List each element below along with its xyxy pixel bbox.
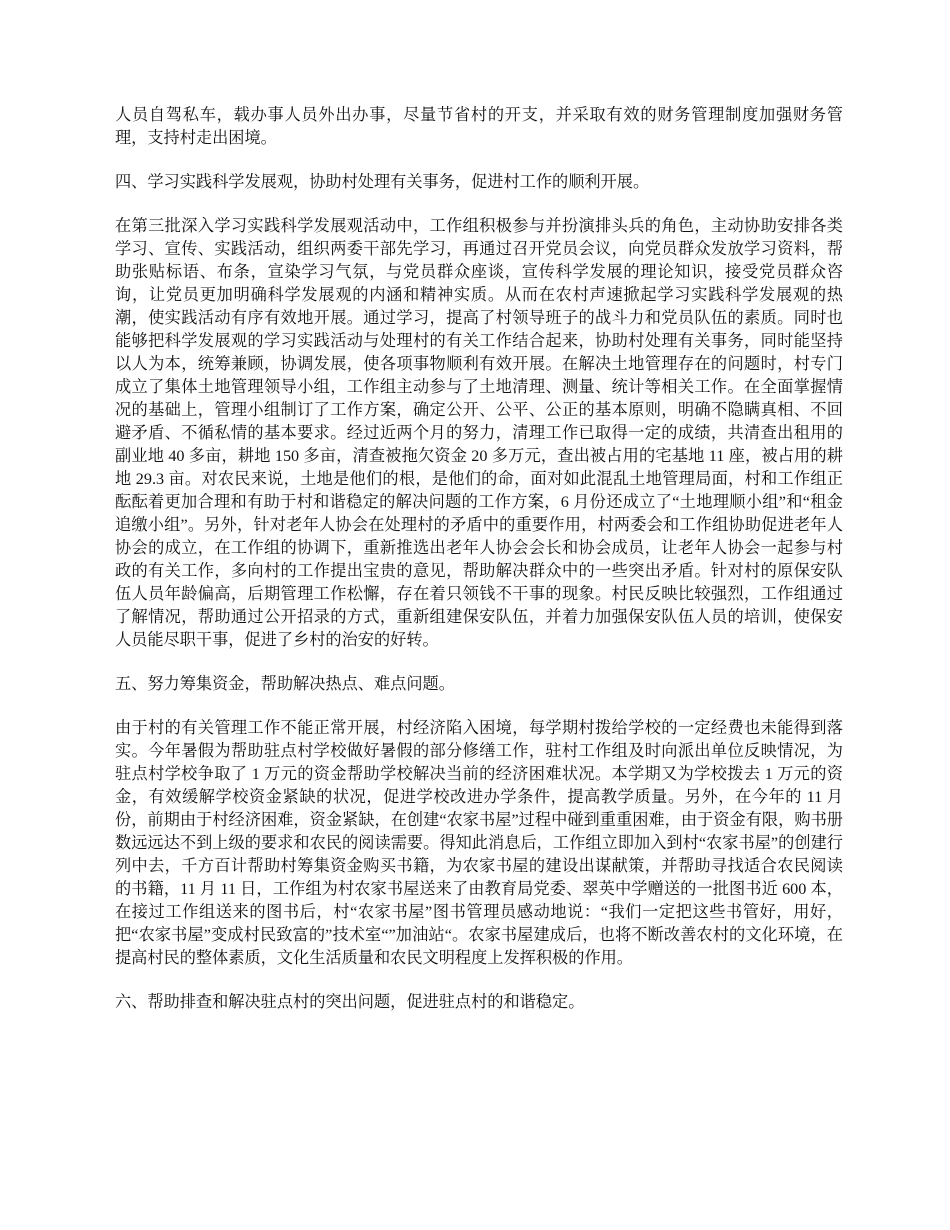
section-heading-6: 六、帮助排查和解决驻点村的突出问题，促进驻点村的和谐稳定。 xyxy=(115,993,585,1011)
paragraph-finance: 人员自驾私车，载办事人员外出办事，尽量节省村的开支，并采取有效的财务管理制度加强财务管理，支持村走出困境。 xyxy=(115,106,843,147)
section-heading-4: 四、学习实践科学发展观，协助村处理有关事务，促进村工作的顺利开展。 xyxy=(115,173,650,191)
paragraph-science-development: 在第三批深入学习实践科学发展观活动中，工作组积极参与并扮演排头兵的角色，主动协助安排各类学习、宣传、实践活动，组织两委干部先学习，再通过召开党员会议，向党员群众发放学习资料，帮助张贴标语、布条，宣染学习气氛，与党员群众座谈，宣传科学发展的理论知识，接受党员群众咨询，让党员更加明确科学发展观的内涵和精神实质。从而在农村声速掀起学习实践科学发展观的热潮，使实践活动有序有效地开展。通过学习，提高了村领导班子的战斗力和党员队伍的素质。同时也能够把科学发展观的学习实践活动与处理村的有关工作结合起来，协助村处理有关事务，同时能坚持以人为本，统筹兼顾，协调发展，使各项事物顺利有效开展。在解决土地管理存在的问题时，村专门成立了集体土地管理领导小组，工作组主动参与了土地清理、测量、统计等相关工作。在全面掌握情况的基础上，管理小组制订了工作方案，确定公开、公平、公正的基本原则，明确不隐瞒真相、不回避矛盾、不循私情的基本要求。经过近两个月的努力，清理工作已取得一定的成绩，共清查出租用的副业地 40 多亩，耕地 150 多亩，清查被拖欠资金 20 多万元，查出被占用的宅基地 11 座，被占用的耕地 29.3 亩。对农民来说，土地是他们的根，是他们的命，面对如此混乱土地管理局面，村和工作组正酝酝着更加合理和有助于村和谐稳定的解决问题的工作方案，6 月份还成立了“土地理顺小组”和“租金追缴小组”。另外，针对老年人协会在处理村的矛盾中的重要作用，村两委会和工作组协助促进老年人协会的成立，在工作组的协调下，重新推选出老年人协会会长和协会成员，让老年人协会一起参与村政的有关工作，多向村的工作提出宝贵的意见，帮助解决群众中的一些突出矛盾。针对村的原保安队伍人员年龄偏高，后期管理工作松懈，存在着只领钱不干事的现象。村民反映比较强烈，工作组通过了解情况，帮助通过公开招录的方式，重新组建保安队伍，并着力加强保安队伍人员的培训，使保安人员能尽职干事，促进了乡村的治安的好转。 xyxy=(115,217,843,649)
section-heading-5: 五、努力筹集资金，帮助解决热点、难点问题。 xyxy=(115,675,455,693)
document-page xyxy=(115,104,843,1035)
paragraph-funding: 由于村的有关管理工作不能正常开展，村经济陷入困境，每学期村拨给学校的一定经费也未能得到落实。今年暑假为帮助驻点村学校做好暑假的部分修缮工作，驻村工作组及时向派出单位反映情况，为驻点村学校争取了 1 万元的资金帮助学校解决当前的经济困难状况。本学期又为学校拨去 1 万元的资金，有效缓解学校资金紧缺的状况，促进学校改进办学条件，提高教学质量。另外，在今年的 11 月份，前期由于村经济困难，资金紧缺，在创建“农家书屋”过程中碰到重重困难，由于资金有限，购书册数远远达不到上级的要求和农民的阅读需要。得知此消息后，工作组立即加入到村“农家书屋”的创建行列中去，千方百计帮助村筹集资金购买书籍，为农家书屋的建设出谋献策，并帮助寻找适合农民阅读的书籍，11 月 11 日，工作组为村农家书屋送来了由教育局党委、翠英中学赠送的一批图书近 600 本，在接过工作组送来的图书后，村“农家书屋”图书管理员感动地说：“我们一定把这些书管好，用好，把“农家书屋”变成村民致富的”技术室“”加油站“。农家书屋建成后，也将不断改善农村的文化环境，在提高村民的整体素质，文化生活质量和农民文明程度上发挥积极的作用。 xyxy=(115,719,843,967)
